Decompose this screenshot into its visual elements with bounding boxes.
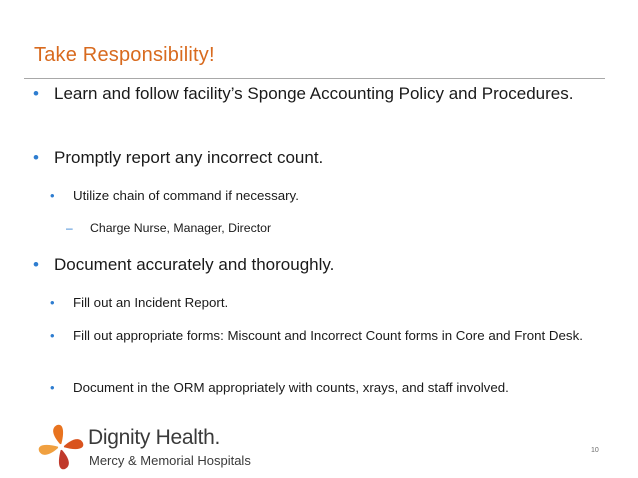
bullet-marker: •: [50, 380, 55, 395]
bullet-marker: •: [33, 255, 39, 274]
logo-subtitle: Mercy & Memorial Hospitals: [89, 453, 251, 468]
bullet-text: Fill out appropriate forms: Miscount and Incorrect Count forms in Core and Front Desk.: [73, 328, 583, 343]
dignity-health-logo: [36, 422, 276, 474]
bullet-marker: •: [50, 295, 55, 310]
sub-bullet-item: [50, 326, 610, 346]
bullet-item: [33, 253, 593, 277]
bullet-text: Learn and follow facility’s Sponge Accounting Policy and Procedures.: [54, 84, 574, 103]
sub-bullet-item: [50, 378, 610, 398]
page-number: 10: [591, 447, 599, 454]
bullet-marker: •: [33, 84, 39, 103]
bullet-marker: •: [33, 148, 39, 167]
bullet-item: [33, 82, 593, 106]
bullet-marker: •: [50, 188, 55, 203]
logo-name: Dignity Health.: [88, 426, 221, 449]
dignity-health-symbol-icon: [36, 422, 86, 472]
bullet-item: [33, 146, 593, 170]
bullet-text: Document accurately and thoroughly.: [54, 255, 335, 274]
bullet-text: Promptly report any incorrect count.: [54, 148, 324, 167]
sub-bullet-item: [50, 186, 610, 206]
sub-sub-bullet-item: [66, 219, 566, 237]
bullet-text: Document in the ORM appropriately with counts, xrays, and staff involved.: [73, 380, 509, 395]
bullet-text: Fill out an Incident Report.: [73, 295, 229, 310]
bullet-marker: •: [50, 328, 55, 343]
bullet-text: Utilize chain of command if necessary.: [73, 188, 299, 203]
slide-title: Take Responsibility!: [34, 44, 215, 66]
title-divider: [24, 78, 605, 79]
sub-bullet-item: [50, 293, 610, 313]
dash-marker: –: [66, 221, 73, 235]
bullet-text: Charge Nurse, Manager, Director: [90, 221, 272, 235]
